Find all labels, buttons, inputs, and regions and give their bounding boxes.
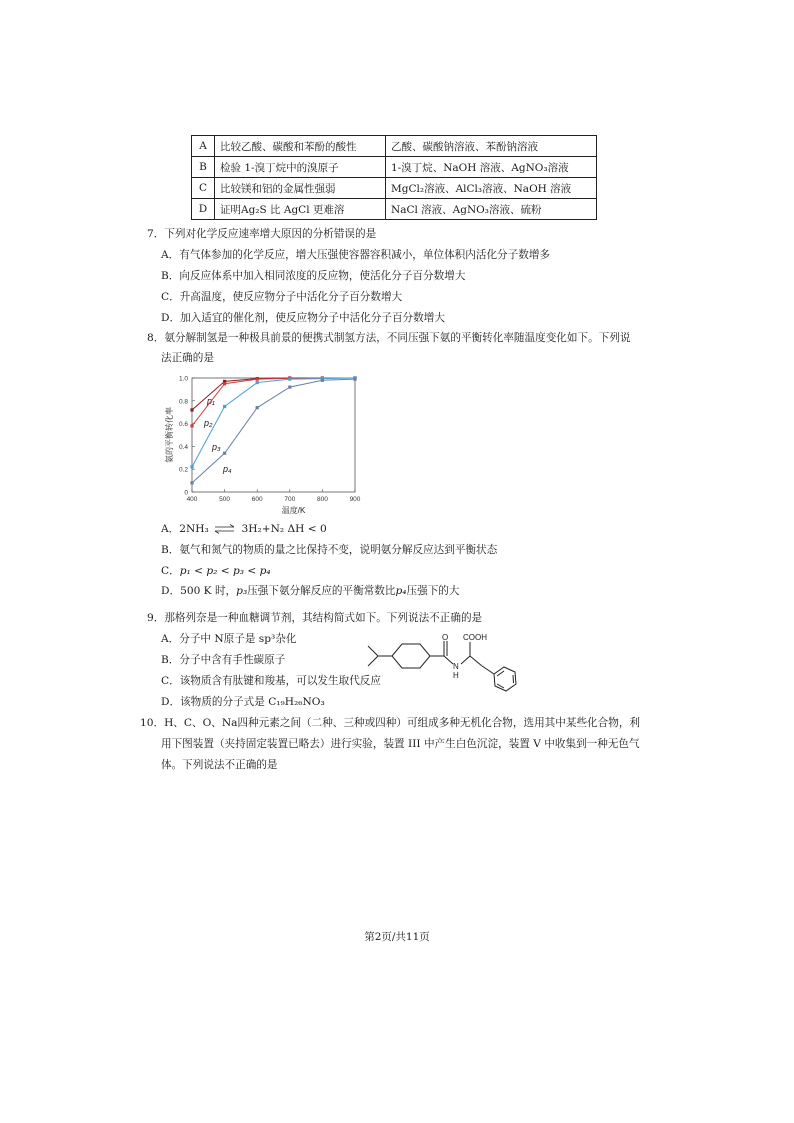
row-label: B <box>192 157 215 178</box>
data-point <box>256 378 259 381</box>
row-purpose: 比较乙酸、碳酸和苯酚的酸性 <box>215 136 386 157</box>
table-row <box>192 136 597 157</box>
y-tick-label: 0.8 <box>178 398 188 406</box>
data-point <box>288 386 291 389</box>
q8-c-prefix: C． <box>161 565 180 577</box>
series-label: p₁ <box>207 396 215 406</box>
q8-d-p3: p₃ <box>236 585 248 597</box>
x-tick-label: 500 <box>219 496 231 503</box>
row-purpose: 比较镁和铝的金属性强弱 <box>215 178 386 199</box>
row-reagents: 乙酸、碳酸钠溶液、苯酚钠溶液 <box>386 136 597 157</box>
q8-stem-line2: 法正确的是 <box>161 352 214 364</box>
data-point <box>190 481 193 484</box>
q7-option-b: B．向反应体系中加入相同浓度的反应物，使活化分子百分数增大 <box>161 270 466 282</box>
q8-option-a <box>161 522 327 536</box>
plot-frame <box>192 378 355 492</box>
q10-line2: 用下图装置（夹持固定装置已略去）进行实验，装置 III 中产生白色沉淀，装置 V 中收集到一种无色气 <box>161 738 640 750</box>
q8-d-p4: p₄ <box>395 585 407 597</box>
row-reagents: NaCl 溶液、AgNO₃溶液、硫粉 <box>386 199 597 220</box>
data-point <box>288 378 291 381</box>
q7-option-a: A．有气体参加的化学反应，增大压强使容器容积减小，单位体积内活化分子数增多 <box>161 249 551 261</box>
q8-d-suffix: 压强下的大 <box>406 585 460 597</box>
y-axis-label: 氨的平衡转化率 <box>165 407 174 463</box>
page-footer: 第2页/共11页 <box>364 931 430 943</box>
x-tick-label: 700 <box>284 496 296 503</box>
y-tick-label: 0 <box>184 489 188 497</box>
q9-option-c: C．该物质含有肽键和羧基，可以发生取代反应 <box>161 675 381 687</box>
series-label: p₂ <box>204 418 213 428</box>
nateglinide-structure <box>366 634 536 694</box>
row-label: C <box>192 178 215 199</box>
q8-d-prefix: D．500 K 时， <box>161 585 237 597</box>
q8-option-b: B．氨气和氮气的物质的量之比保持不变，说明氨分解反应达到平衡状态 <box>161 544 498 556</box>
row-purpose: 检验 1-溴丁烷中的溴原子 <box>215 157 386 178</box>
q7-option-d: D．加入适宜的催化剂，使反应物分子中活化分子百分数增大 <box>161 312 445 324</box>
y-tick-label: 0.4 <box>178 443 188 451</box>
x-tick-label: 600 <box>251 496 263 503</box>
x-tick-label: 800 <box>316 496 328 503</box>
data-point <box>190 408 193 411</box>
conversion-chart <box>160 368 370 518</box>
table-row <box>192 199 597 220</box>
q9-option-a: A．分子中 N原子是 sp³杂化 <box>161 633 297 645</box>
data-point <box>223 405 226 408</box>
x-axis-label: 温度/K <box>281 506 306 515</box>
q9-stem: 9．那格列奈是一种血糖调节剂，其结构简式如下。下列说法不正确的是 <box>147 612 483 624</box>
y-tick-label: 0.6 <box>178 421 188 429</box>
series-line <box>192 378 355 467</box>
data-point <box>190 465 193 468</box>
series-line <box>192 378 355 426</box>
data-point <box>256 406 259 409</box>
row-reagents: MgCl₂溶液、AlCl₃溶液、NaOH 溶液 <box>386 178 597 199</box>
q8-d-middle: 压强下氨分解反应的平衡常数比 <box>247 585 396 597</box>
x-tick-label: 900 <box>349 496 361 503</box>
mol-label-n: N <box>453 662 459 671</box>
mol-label-h: H <box>453 671 459 680</box>
y-tick-label: 0.2 <box>178 466 188 474</box>
q7-option-c: C．升高温度，使反应物分子中活化分子百分数增大 <box>161 291 403 303</box>
x-tick-label: 400 <box>186 496 198 503</box>
q7-stem: 7．下列对化学反应速率增大原因的分析错误的是 <box>147 228 377 240</box>
series-label: p₃ <box>212 442 221 452</box>
q9-option-b: B．分子中含有手性碳原子 <box>161 654 286 666</box>
row-label: A <box>192 136 215 157</box>
q10-line1: 10．H、C、O、Na四种元素之间（二种、三种或四种）可组成多种无机化合物，选用其中某些化合物，利 <box>140 717 641 729</box>
q9-option-d: D．该物质的分子式是 C₁₉H₂₆NO₃ <box>161 696 325 708</box>
q8-c-expression: p₁ < p₂ < p₃ < p₄ <box>179 565 271 577</box>
series-label: p₄ <box>223 464 232 474</box>
row-label: D <box>192 199 215 220</box>
mol-label-o: O <box>442 633 449 642</box>
data-point <box>353 378 356 381</box>
table-row <box>192 178 597 199</box>
data-point <box>256 381 259 384</box>
q10-line3: 体。下列说法不正确的是 <box>161 759 278 771</box>
table-row <box>192 157 597 178</box>
q8-option-c <box>161 564 271 578</box>
data-point <box>321 379 324 382</box>
row-reagents: 1-溴丁烷、NaOH 溶液、AgNO₃溶液 <box>386 157 597 178</box>
options-table <box>191 135 597 220</box>
data-point <box>190 424 193 427</box>
data-point <box>223 382 226 385</box>
mol-label-cooh: COOH <box>463 633 487 642</box>
q8-a-lhs: A．2NH₃ <box>161 523 209 535</box>
equilibrium-arrow-icon <box>214 524 236 534</box>
row-purpose: 证明Ag₂S 比 AgCl 更难溶 <box>215 199 386 220</box>
y-tick-label: 1.0 <box>178 375 188 383</box>
q8-stem-line1: 8．氨分解制氢是一种极具前景的便携式制氢方法，不同压强下氨的平衡转化率随温度变化如下。下列说 <box>147 332 631 344</box>
q8-a-rhs: 3H₂+N₂ ΔH < 0 <box>241 523 327 535</box>
q8-option-d <box>161 584 460 598</box>
data-point <box>223 452 226 455</box>
